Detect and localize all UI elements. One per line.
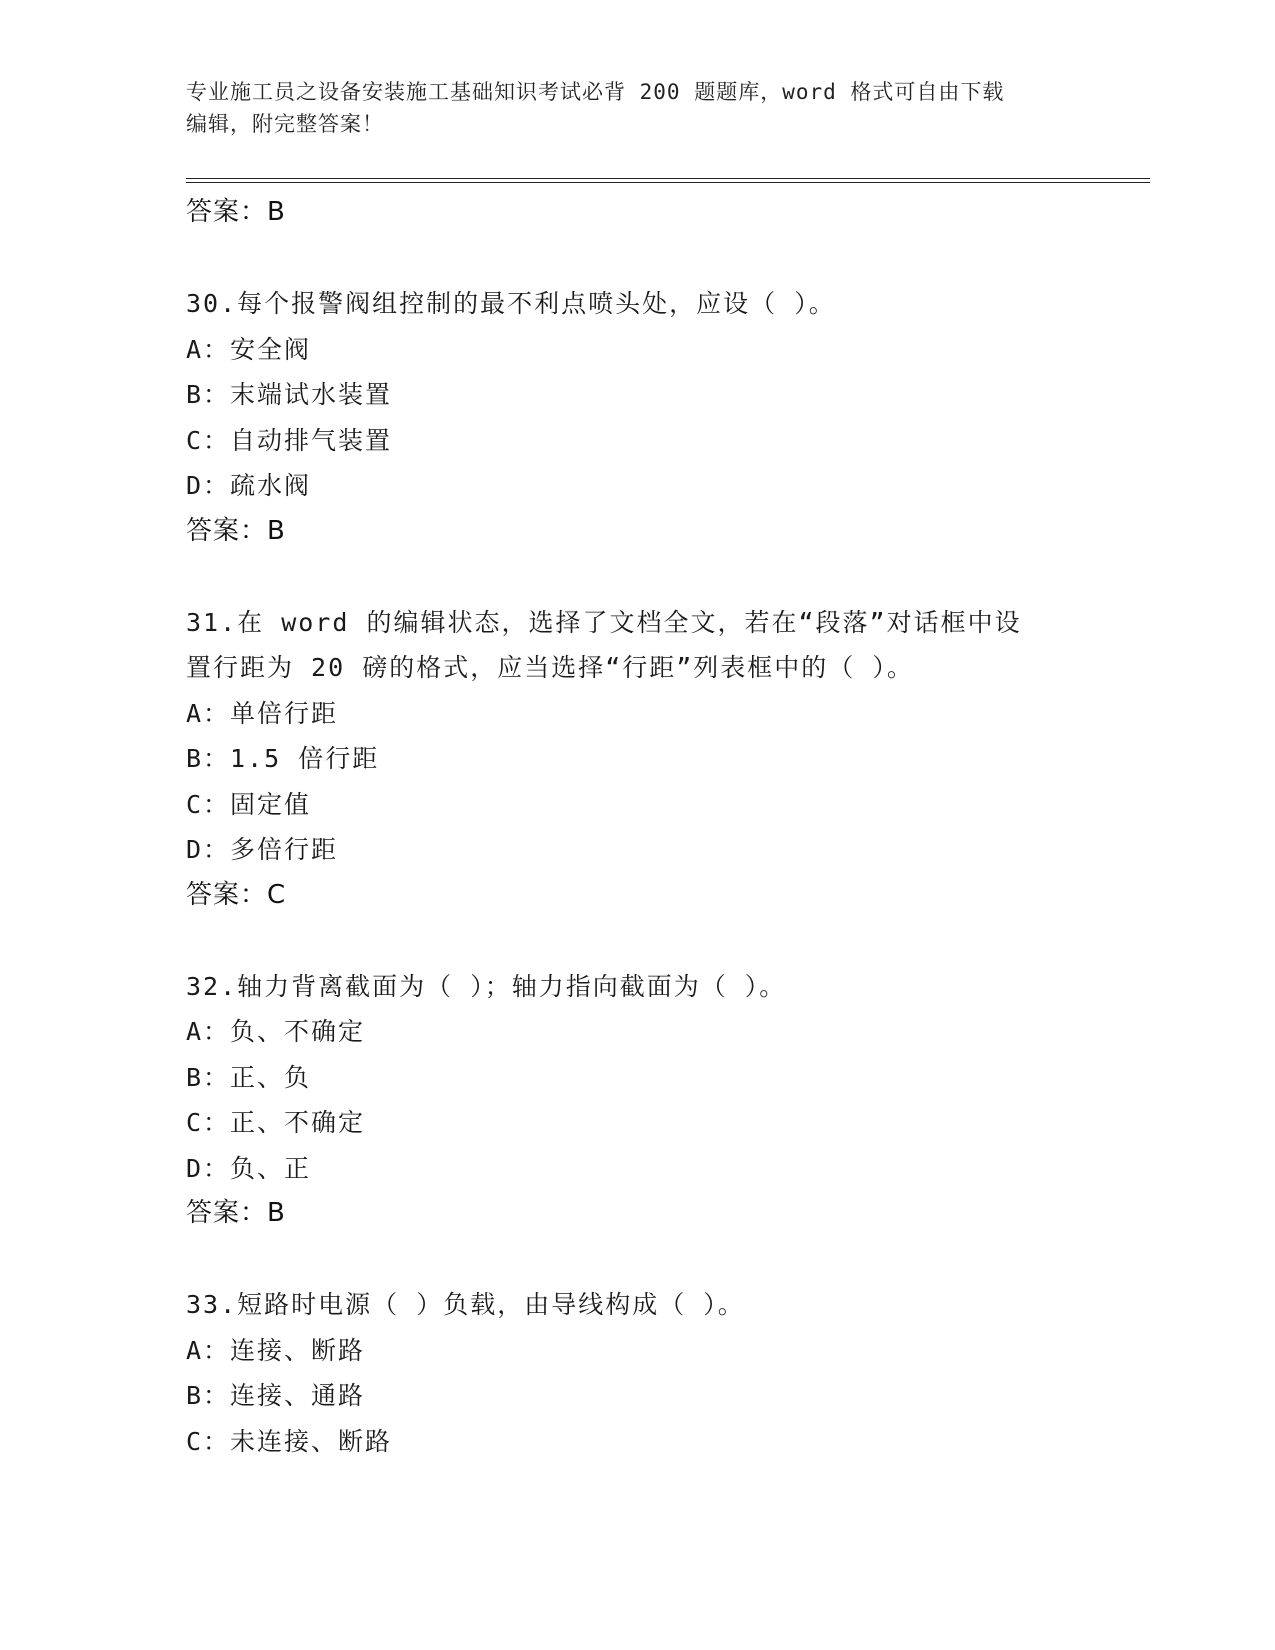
question-stem: 30.每个报警阀组控制的最不利点喷头处，应设（ ）。 xyxy=(186,289,836,318)
question-stem: 32.轴力背离截面为（ ）；轴力指向截面为（ ）。 xyxy=(186,971,787,1001)
spacer xyxy=(186,236,1086,282)
option-c: C：正、不确定 xyxy=(186,1108,366,1137)
spacer xyxy=(186,918,1086,964)
question-32 xyxy=(186,964,1086,1237)
option-d: D：疏水阀 xyxy=(186,471,312,500)
answer-line: 答案：B xyxy=(186,515,286,546)
document-header xyxy=(186,76,1066,140)
option-b: B：末端试水装置 xyxy=(186,380,393,409)
question-stem: 33.短路时电源（ ）负载，由导线构成（ ）。 xyxy=(186,1290,745,1319)
option-b: B：连接、通路 xyxy=(186,1381,366,1410)
header-line-1: 专业施工员之设备安装施工基础知识考试必背 200 题题库，word 格式可自由下载 xyxy=(186,80,1005,104)
option-a: A：单倍行距 xyxy=(186,698,339,728)
header-divider-bottom xyxy=(186,182,1150,183)
option-b: B：1.5 倍行距 xyxy=(186,744,380,773)
question-31 xyxy=(186,600,1086,919)
spacer xyxy=(186,554,1086,600)
header-line-2: 编辑，附完整答案！ xyxy=(186,112,384,136)
document-body xyxy=(186,190,1086,1464)
option-d: D：负、正 xyxy=(186,1153,312,1183)
option-c: C：未连接、断路 xyxy=(186,1426,393,1456)
answer-line: 答案：C xyxy=(186,879,287,910)
answer-line: 答案：B xyxy=(186,1198,286,1228)
option-d: D：多倍行距 xyxy=(186,835,339,864)
option-a: A：负、不确定 xyxy=(186,1017,366,1046)
question-30 xyxy=(186,281,1086,554)
option-c: C：自动排气装置 xyxy=(186,425,393,455)
answer-line: 答案：B xyxy=(186,197,286,227)
spacer xyxy=(186,1237,1086,1283)
header-divider-top xyxy=(186,178,1150,179)
option-a: A：安全阀 xyxy=(186,334,312,364)
option-a: A：连接、断路 xyxy=(186,1335,366,1365)
question-stem: 31.在 word 的编辑状态，选择了文档全文，若在“段落”对话框中设 xyxy=(186,607,1022,637)
question-stem-continued: 置行距为 20 磅的格式，应当选择“行距”列表框中的（ ）。 xyxy=(186,653,914,682)
option-b: B：正、负 xyxy=(186,1062,312,1092)
question-33 xyxy=(186,1282,1086,1464)
option-c: C：固定值 xyxy=(186,789,312,819)
